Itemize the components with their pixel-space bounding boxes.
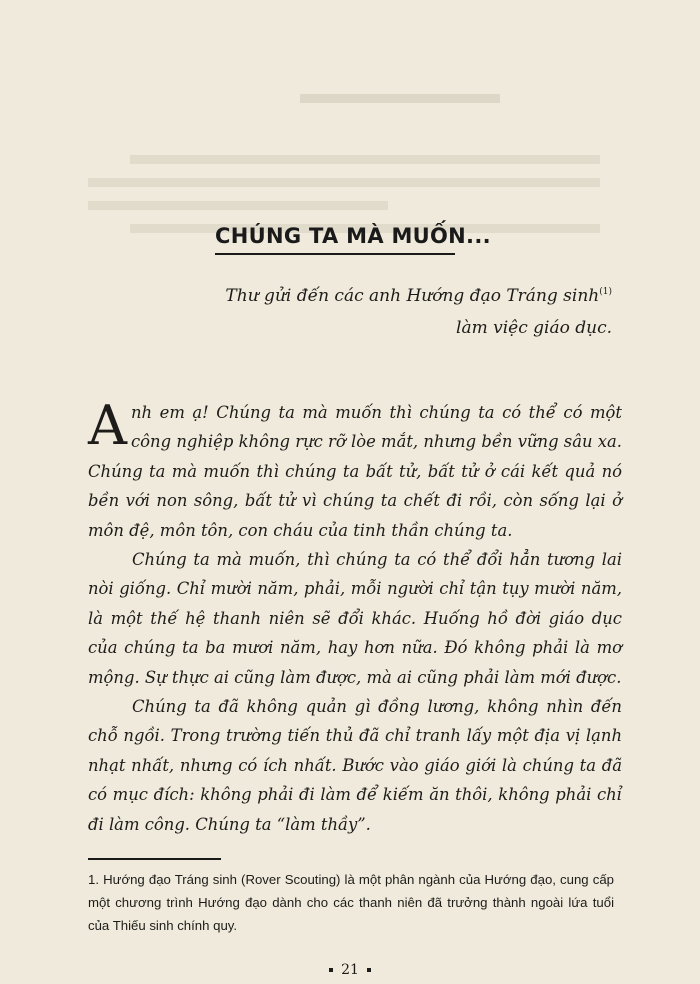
footnote-divider [88, 858, 221, 860]
page-number [0, 962, 700, 978]
page-number-text: 21 [341, 962, 359, 978]
dedication-line-2: làm việc giáo dục. [456, 318, 612, 338]
body-text [88, 394, 622, 839]
paragraph-2: Chúng ta mà muốn, thì chúng ta có thể đổi hẳn tương lai nòi giống. Chỉ mười năm, phải, mỗi người chỉ tận tụy mười năm, là một thế hệ thanh niên sẽ đổi khác. Huống hồ đời giáo dục của chúng ta ba mươi năm, hay hơn nữa. Đó không phải là mơ mộng. Sự thực ai cũng làm được, mà ai cũng phải làm mới được. [88, 550, 622, 687]
drop-cap: A [88, 394, 127, 457]
paragraph-3: Chúng ta đã không quản gì đồng lương, không nhìn đến chỗ ngồi. Trong trường tiến thủ đã chỉ tranh lấy một địa vị lạnh nhạt nhất, nhưng có ích nhất. Bước vào giáo giới là chúng ta đã có mục đích: không phải đi làm để kiếm ăn thôi, không phải chỉ đi làm công. Chúng ta “làm thầy”. [88, 697, 622, 834]
chapter-title: CHÚNG TA MÀ MUỐN... [215, 224, 491, 248]
dedication [192, 276, 612, 344]
page-number-ornament-right [367, 968, 371, 972]
paragraph-1-text: nh em ạ! Chúng ta mà muốn thì chúng ta có thể có một công nghiệp không rực rỡ lòe mắt, nhưng bền vững sâu xa. Chúng ta mà muốn thì chúng ta bất tử, bất tử ở cái kết quả nó bền với non sông, bất tử vì chúng ta chết đi rồi, còn sống lại ở môn đệ, môn tôn, con cháu của tinh thần chúng ta. [88, 403, 622, 540]
page-number-ornament-left [329, 968, 333, 972]
title-underline [215, 253, 455, 255]
paragraph-1 [88, 394, 622, 545]
footnote: 1. Hướng đạo Tráng sinh (Rover Scouting) là một phân ngành của Hướng đạo, cung cấp một chương trình Hướng đạo dành cho các thanh niên đã trưởng thành ngoài lứa tuổi của Thiếu sinh chính quy. [88, 872, 614, 933]
footnote-ref: (1) [599, 287, 612, 297]
dedication-line-1: Thư gửi đến các anh Hướng đạo Tráng sinh [225, 286, 600, 306]
